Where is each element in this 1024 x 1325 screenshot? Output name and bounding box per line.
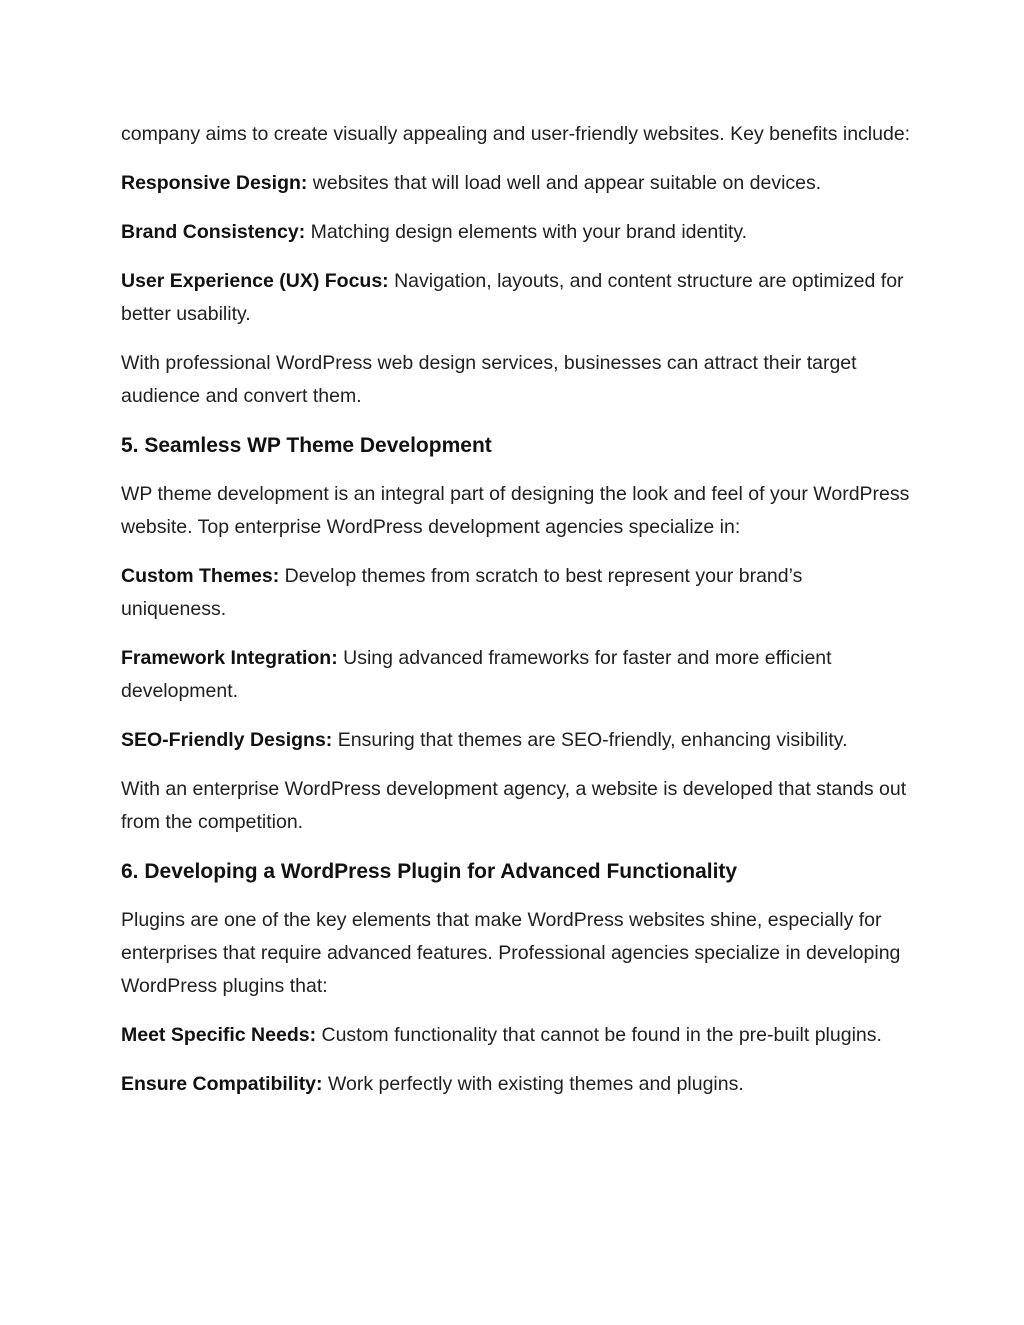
- item-framework-integration: [121, 642, 911, 708]
- item-term: Ensure Compatibility:: [121, 1073, 323, 1095]
- item-ensure-compatibility: [121, 1068, 911, 1101]
- paragraph-text: WP theme development is an integral part of designing the look and feel of your WordPress website. Top enterprise WordPress development agencies specialize in:: [121, 483, 910, 538]
- theme-development-summary-paragraph: [121, 773, 911, 839]
- benefit-description: websites that will load well and appear suitable on devices.: [307, 172, 822, 194]
- benefit-ux-focus: [121, 265, 911, 331]
- item-description: Develop themes from scratch to best represent your brand’s uniqueness.: [121, 565, 803, 620]
- item-seo-friendly-designs: [121, 724, 911, 757]
- benefit-brand-consistency: [121, 216, 911, 249]
- benefit-description: Matching design elements with your brand identity.: [305, 221, 748, 243]
- paragraph-text: With an enterprise WordPress development agency, a website is developed that stands out from the competition.: [121, 778, 907, 833]
- section-heading-plugin-development: 6. Developing a WordPress Plugin for Advanced Functionality: [121, 860, 738, 883]
- benefit-term: Brand Consistency:: [121, 221, 306, 243]
- web-design-summary-paragraph: [121, 347, 911, 413]
- item-custom-themes: [121, 560, 911, 626]
- document-page: [121, 118, 911, 1117]
- item-term: Meet Specific Needs:: [121, 1024, 317, 1046]
- item-meet-specific-needs: [121, 1019, 911, 1052]
- benefit-responsive-design: [121, 167, 911, 200]
- paragraph-text: Plugins are one of the key elements that make WordPress websites shine, especially for enterprises that require advanced features. Professional agencies specialize in developing WordPress plugins that:: [121, 909, 901, 997]
- item-description: Custom functionality that cannot be found in the pre-built plugins.: [316, 1024, 882, 1046]
- item-description: Ensuring that themes are SEO-friendly, enhancing visibility.: [332, 729, 848, 751]
- benefit-term: Responsive Design:: [121, 172, 308, 194]
- section-heading-theme-development: 5. Seamless WP Theme Development: [121, 434, 492, 457]
- paragraph-text: With professional WordPress web design services, businesses can attract their target audience and convert them.: [121, 352, 857, 407]
- item-term: Custom Themes:: [121, 565, 280, 587]
- benefit-term: User Experience (UX) Focus:: [121, 270, 389, 292]
- benefit-description: Navigation, layouts, and content structure are optimized for better usability.: [121, 270, 904, 325]
- theme-development-intro-paragraph: [121, 478, 911, 544]
- intro-continuation-paragraph: [121, 118, 911, 151]
- item-description: Work perfectly with existing themes and plugins.: [322, 1073, 744, 1095]
- paragraph-text: company aims to create visually appealing and user-friendly websites. Key benefits include:: [121, 123, 911, 145]
- item-description: Using advanced frameworks for faster and more efficient development.: [121, 647, 832, 702]
- item-term: SEO-Friendly Designs:: [121, 729, 333, 751]
- item-term: Framework Integration:: [121, 647, 338, 669]
- plugin-development-intro-paragraph: [121, 904, 911, 1003]
